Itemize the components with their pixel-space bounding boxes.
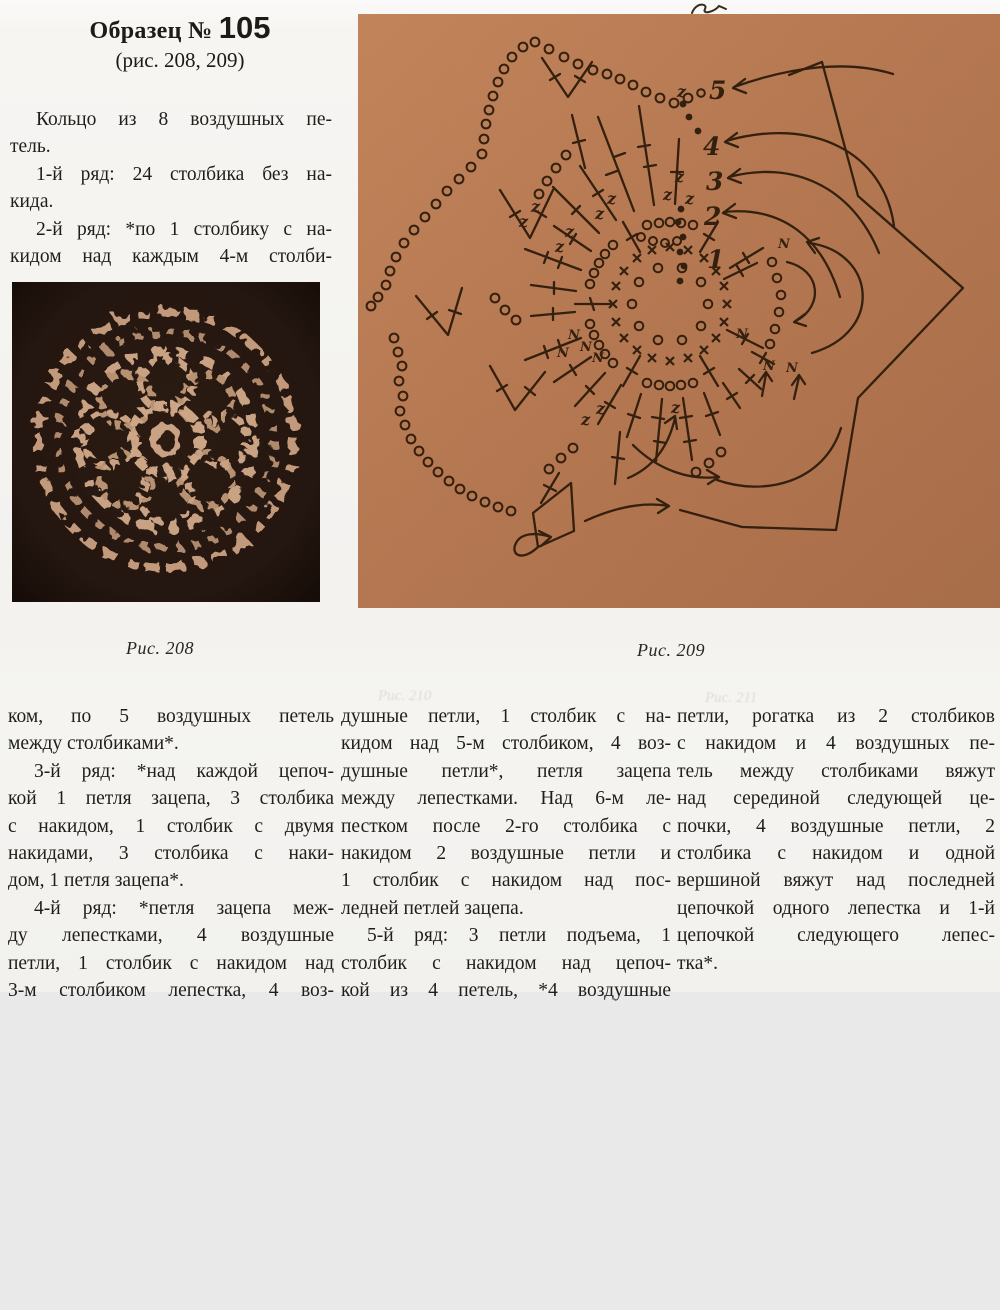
svg-text:z: z	[671, 398, 681, 417]
svg-text:N: N	[557, 346, 569, 361]
text-line: 1 столбик с накидом над пос-	[341, 870, 671, 892]
text-line: 2-й ряд: *по 1 столбику с на-	[36, 218, 332, 240]
bleedthrough-caption: Рис. 211	[705, 690, 758, 706]
row-number-4: 4	[703, 132, 721, 161]
svg-text:z: z	[555, 237, 565, 256]
text-line: тка*.	[677, 952, 718, 974]
svg-text:z: z	[565, 222, 575, 241]
crochet-chart	[358, 14, 1000, 608]
row-number-3: 3	[706, 167, 724, 196]
text-line: над серединой следующей це-	[677, 788, 995, 810]
intro-paragraphs	[10, 106, 332, 270]
text-line: с накидом, 1 столбик с двумя	[8, 815, 334, 837]
text-line: накидом 2 воздушные петли и	[341, 843, 671, 865]
text-line: 3-м столбиком лепестка, 4 воз-	[8, 980, 334, 1002]
text-line: душные петли, 1 столбик с на-	[341, 706, 671, 727]
text-line: петли, рогатка из 2 столбиков	[677, 706, 995, 727]
svg-text:z: z	[677, 82, 687, 101]
svg-text:z: z	[519, 212, 529, 231]
text-line: пестком после 2-го столбика с	[341, 815, 671, 837]
svg-text:z: z	[675, 167, 685, 186]
svg-text:z: z	[685, 189, 695, 208]
text-line: кидом над каждым 4-м столби-	[10, 246, 332, 268]
svg-text:N: N	[568, 328, 580, 343]
text-line: ледней петлей зацепа.	[341, 897, 524, 919]
row-number-2: 2	[704, 202, 722, 231]
body-column-3	[677, 703, 995, 977]
svg-text:z: z	[596, 399, 606, 418]
text-line: кой 1 петля зацепа, 3 столбика	[8, 788, 334, 810]
text-line: петли, 1 столбик с накидом над	[8, 952, 334, 974]
text-line: с накидом и 4 воздушных пе-	[677, 733, 995, 755]
text-line: кида.	[10, 191, 54, 213]
row-number-1: 1	[707, 245, 725, 274]
text-line: почки, 4 воздушные петли, 2	[677, 815, 995, 837]
svg-text:z: z	[595, 204, 605, 223]
text-line: кой из 4 петель, *4 воздушные	[341, 980, 671, 1002]
text-line: Кольцо из 8 воздушных пе-	[36, 109, 332, 130]
text-line: ком, по 5 воздушных петель	[8, 706, 334, 727]
row-number-5: 5	[709, 76, 727, 105]
svg-text:z: z	[663, 185, 673, 204]
text-line: ду лепестками, 4 воздушные	[8, 925, 334, 947]
text-line: душные петли*, петля зацепа	[341, 760, 671, 782]
photo-caption: Рис. 208	[126, 638, 194, 658]
page-title	[55, 10, 305, 73]
svg-text:z: z	[531, 197, 541, 216]
text-line: тель между столбиками вяжут	[677, 760, 995, 782]
svg-text:N: N	[763, 359, 775, 374]
svg-text:N: N	[736, 327, 748, 342]
text-line: столбика с накидом и одной	[677, 843, 995, 865]
text-line: цепочкой следующего лепес-	[677, 925, 995, 947]
svg-text:N: N	[580, 340, 592, 355]
sample-subtitle: (рис. 208, 209)	[115, 48, 245, 72]
text-line: дом, 1 петля зацепа*.	[8, 870, 184, 892]
pen-squiggle	[686, 0, 734, 18]
body-column-1	[8, 703, 334, 1004]
text-line: 5-й ряд: 3 петли подъема, 1	[367, 925, 671, 947]
text-line: цепочкой одного лепестка и 1-й	[677, 897, 995, 919]
sample-number: 105	[218, 10, 271, 45]
text-line: тель.	[10, 136, 51, 158]
text-line: вершиной вяжут над последней	[677, 870, 995, 892]
text-line: столбик с накидом над цепоч-	[341, 952, 671, 974]
text-line: кидом над 5-м столбиком, 4 воз-	[341, 733, 671, 755]
sample-title: Образец № 105	[89, 10, 271, 45]
svg-text:z: z	[607, 189, 617, 208]
doily-photo	[12, 282, 320, 602]
bleedthrough-caption: Рис. 210	[378, 688, 432, 704]
text-line: накидами, 3 столбика с наки-	[8, 843, 334, 865]
svg-text:N: N	[592, 351, 604, 366]
text-line: между лепестками. Над 6-м ле-	[341, 788, 671, 810]
svg-text:N: N	[778, 237, 790, 252]
text-line: 3-й ряд: *над каждой цепоч-	[34, 760, 334, 782]
body-column-2	[341, 703, 671, 1004]
chart-caption: Рис. 209	[637, 640, 705, 660]
text-line: между столбиками*.	[8, 733, 179, 755]
svg-text:N: N	[786, 361, 798, 376]
text-line: 4-й ряд: *петля зацепа меж-	[34, 897, 334, 919]
text-line: 1-й ряд: 24 столбика без на-	[36, 163, 332, 185]
svg-text:z: z	[581, 410, 591, 429]
